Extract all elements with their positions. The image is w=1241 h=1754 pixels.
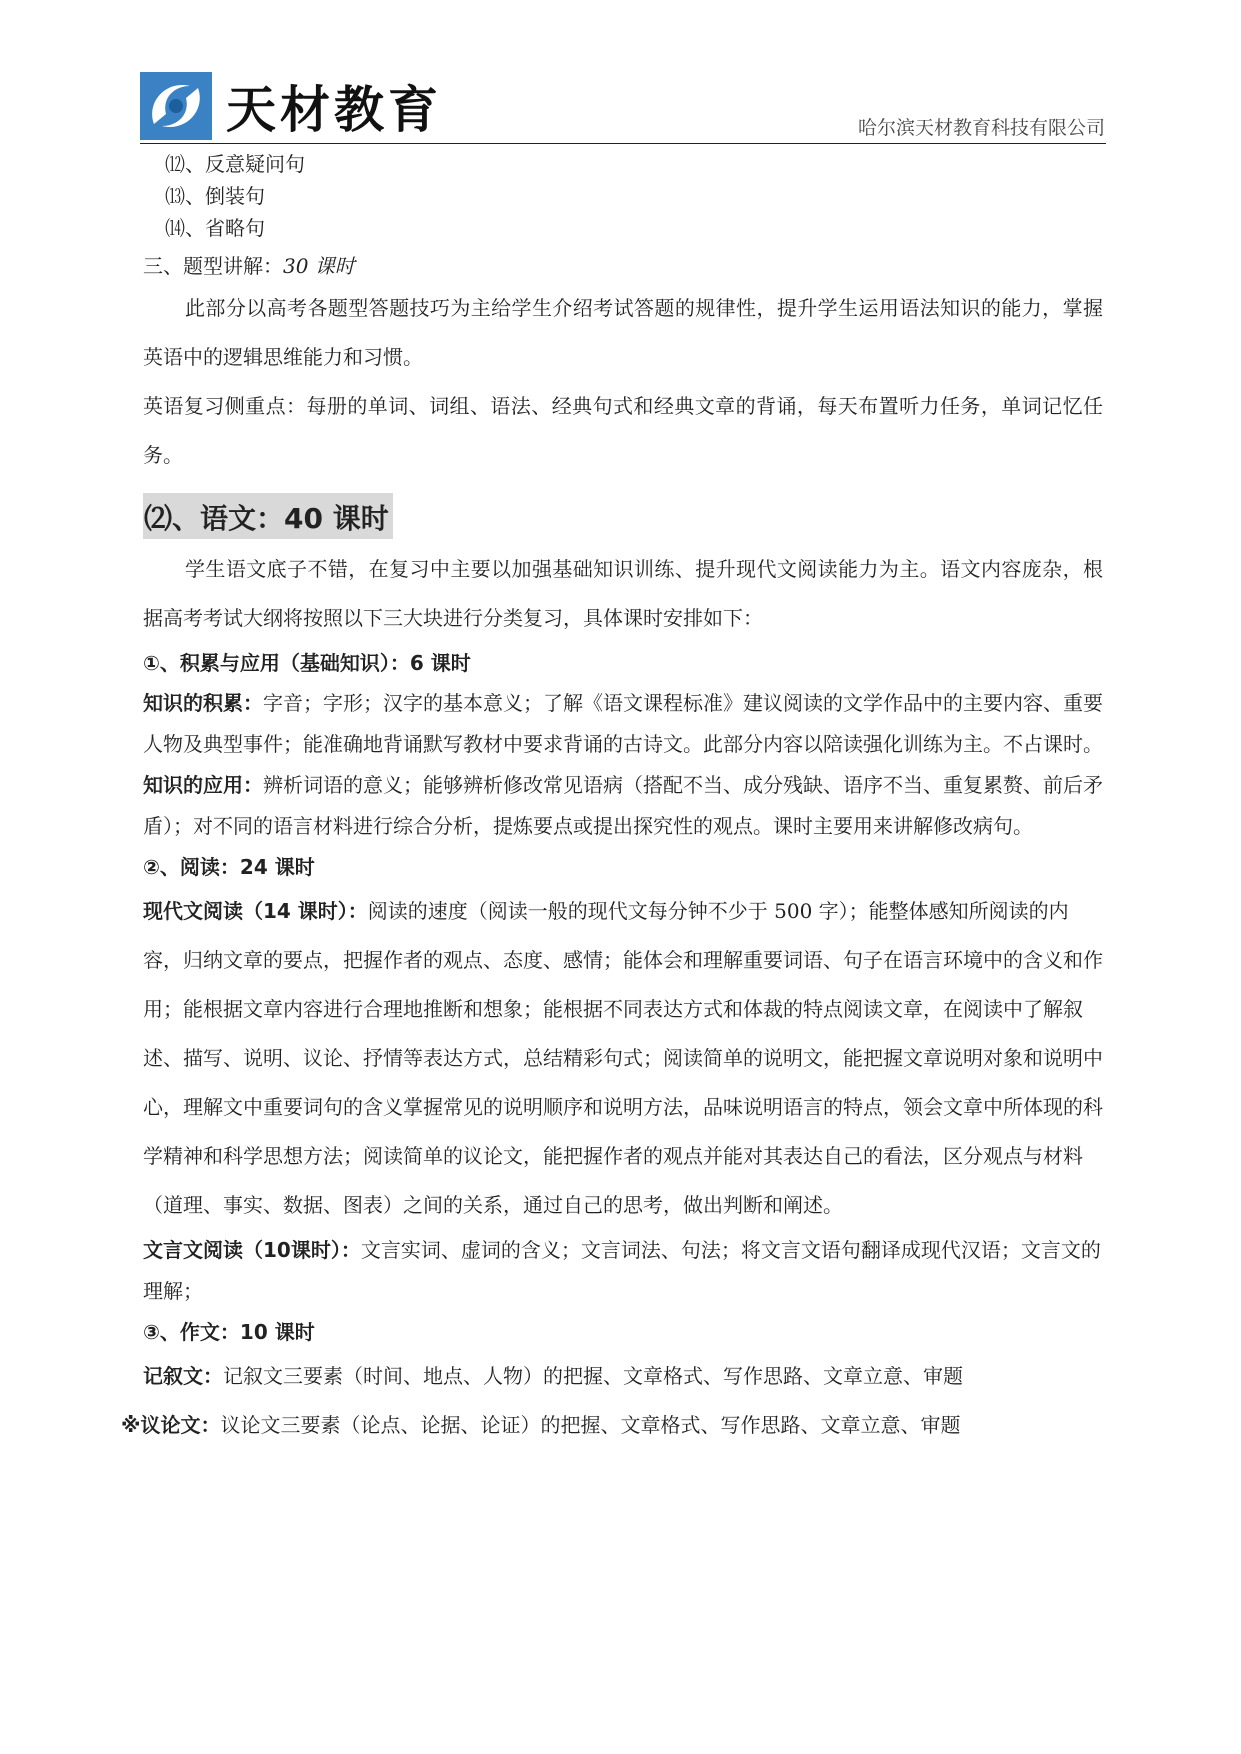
- company-name: 哈尔滨天材教育科技有限公司: [857, 117, 1105, 139]
- term-label: 知识的应用：: [143, 773, 263, 797]
- paragraph: [143, 1230, 1103, 1312]
- chinese-intro: 学生语文底子不错，在复习中主要以加强基础知识训练、提升现代文阅读能力为主。语文内容庞杂，根据高考考试大纲将按照以下三大块进行分类复习，具体课时安排如下：: [143, 557, 1103, 630]
- paragraph: [121, 1401, 1103, 1450]
- term-label: 记叙文：: [143, 1364, 223, 1388]
- part-heading: ①、积累与应用（基础知识）：6 课时: [143, 651, 471, 675]
- logo: [140, 72, 442, 140]
- section-heading: [143, 248, 1103, 284]
- part-heading: ③、作文：10 课时: [143, 1320, 315, 1344]
- term-label: 文言文阅读（10课时）：: [143, 1238, 361, 1262]
- paragraph: [143, 887, 1103, 1230]
- term-text: 字音；字形；汉字的基本意义；了解《语文课程标准》建议阅读的文学作品中的主要内容、重要人物及典型事件；能准确地背诵默写教材中要求背诵的古诗文。此部分内容以陪读强化训练为主。不占课时。: [143, 691, 1103, 756]
- term-text: 记叙文三要素（时间、地点、人物）的把握、文章格式、写作思路、文章立意、审题: [223, 1364, 963, 1388]
- term-text: 议论文三要素（论点、论据、论证）的把握、文章格式、写作思路、文章立意、审题: [220, 1413, 961, 1437]
- paragraph: 此部分以高考各题型答题技巧为主给学生介绍考试答题的规律性，提升学生运用语法知识的能力，掌握英语中的逻辑思维能力和习惯。: [143, 296, 1103, 369]
- section-label: 三、题型讲解：: [143, 254, 283, 278]
- list-item: ⒁、省略句: [165, 216, 265, 240]
- chinese-heading: ⑵、语文：40 课时: [143, 493, 393, 539]
- section-hours: 30 课时: [283, 254, 355, 278]
- list-item: ⑿、反意疑问句: [165, 152, 305, 176]
- paragraph: 英语复习侧重点：每册的单词、词组、语法、经典句式和经典文章的背诵，每天布置听力任务，单词记忆任务。: [143, 394, 1103, 467]
- header-divider: [140, 143, 1106, 144]
- term-label: ※议论文：: [121, 1413, 221, 1437]
- term-text: 文言实词、虚词的含义；文言词法、句法；将文言文语句翻译成现代汉语；文言文的理解；: [143, 1238, 1101, 1303]
- term-text: 阅读的速度（阅读一般的现代文每分钟不少于 500 字）；能整体感知所阅读的内容，归纳文章的要点，把握作者的观点、态度、感情；能体会和理解重要词语、句子在语言环境中的含义和作用；能根据文章内容进行合理地推断和想象；能根据不同表达方式和体裁的特点阅读文章，在阅读中了解叙述、描写、说明、议论、抒情等表达方式，总结精彩句式；阅读简单的说明文，能把握文章说明对象和说明中心，理解文中重要词句的含义掌握常见的说明顺序和说明方法，品味说明语言的特点，领会文章中所体现的科学精神和科学思想方法；阅读简单的议论文，能把握作者的观点并能对其表达自己的看法，区分观点与材料（道理、事实、数据、图表）之间的关系，通过自己的思考，做出判断和阐述。: [143, 899, 1103, 1217]
- paragraph: [143, 683, 1103, 765]
- paragraph: [143, 1352, 1103, 1401]
- document-body: [121, 148, 1103, 1450]
- page-header: [140, 72, 1105, 144]
- term-label: 现代文阅读（14 课时）：: [143, 899, 368, 923]
- logo-swirl-icon: [140, 72, 212, 140]
- list-item: ⒀、倒装句: [165, 184, 265, 208]
- part-heading: ②、阅读：24 课时: [143, 855, 315, 879]
- term-text: 辨析词语的意义；能够辨析修改常见语病（搭配不当、成分残缺、语序不当、重复累赘、前后矛盾）；对不同的语言材料进行综合分析，提炼要点或提出探究性的观点。课时主要用来讲解修改病句。: [143, 773, 1103, 838]
- paragraph: [143, 765, 1103, 847]
- term-label: 知识的积累：: [143, 691, 263, 715]
- logo-text: 天材教育: [226, 81, 442, 139]
